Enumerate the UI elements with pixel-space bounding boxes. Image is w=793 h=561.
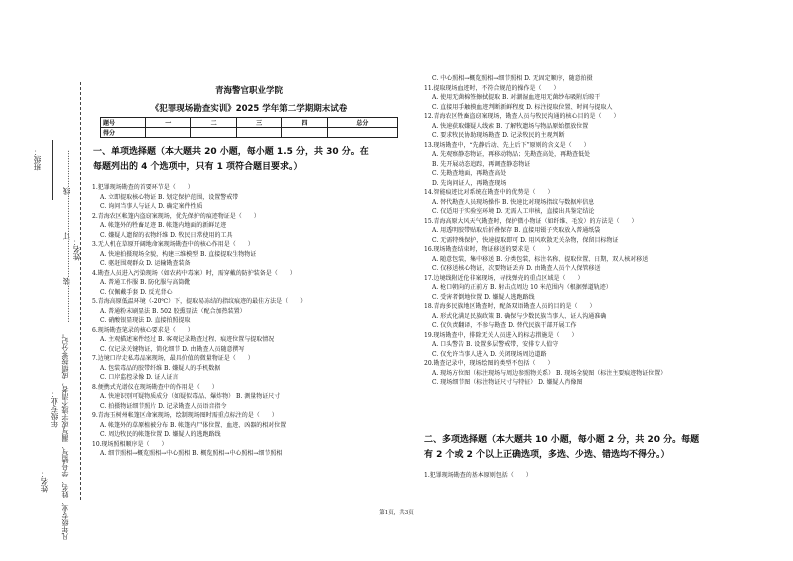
margin-major-label: 年级专业： bbox=[50, 390, 59, 428]
option-line: C. 驱赶围观群众 D. 运输勘查装备 bbox=[100, 260, 191, 267]
question-line: 20.勘查记录中，现场绘图的类型不包括（ ） bbox=[424, 360, 554, 367]
option-line: A. 快速获取嫌疑人线索 B. 了解牧遗场与物品原始摆放位置 bbox=[432, 122, 589, 130]
margin-name-label: 姓名： bbox=[72, 238, 81, 261]
score-cell bbox=[327, 128, 397, 138]
question-line: 17.边境线附近伦非案现场，寻找弹壳的重点区域是（ ） bbox=[424, 274, 584, 282]
option-line: C. 仅记录关键物证，简化细节 D. 由勘查人员随意撰写 bbox=[100, 345, 245, 353]
question-line: 6.现场勘查笔录的核心要求是（ ） bbox=[92, 326, 194, 334]
option-line: A. 形式化满足民族政策 B. 确保与少数民族当事人、证人沟通准确 bbox=[432, 312, 607, 320]
option-line: C. 口岸监控录像 D. 证人证言 bbox=[100, 374, 179, 381]
option-line: C. 仅适用于实验室环境 D. 无需人工审核，直接出具鉴定结论 bbox=[432, 208, 595, 215]
option-line: A. 帐篷外的草原植被分布 B. 帐篷内尸体位置、血迹、凶器的相对位置 bbox=[100, 421, 287, 429]
score-head-4: 四 bbox=[282, 118, 327, 128]
score-table bbox=[100, 117, 398, 138]
option-line: A. 快速拍摄现场全貌，构建三维模型 B. 直接提取生物物证 bbox=[100, 250, 257, 258]
score-cell bbox=[146, 128, 191, 138]
option-line: C. 中心照相→概览照相→细节照相 D. 无固定顺序，随意拍摄 bbox=[432, 75, 593, 82]
option-line: A. 细节照相→概览照相→中心照相 B. 概览照相→中心照相→细节照相 bbox=[100, 450, 283, 457]
question-line: 16.现场勘查结束时，物证移送的要求是（ ） bbox=[424, 246, 554, 253]
question-line: 13.现场勘查中，“先静后动、先上后下”原则的含义是（ ） bbox=[424, 141, 590, 149]
exam-title: 《犯罪现场勘查实训》2025 学年第二学期期末试卷 bbox=[150, 104, 348, 114]
left-question-column bbox=[92, 183, 410, 459]
question-line: 1.犯罪现场勘查的首要环节是（ ） bbox=[92, 184, 194, 191]
option-line: C. 嫌疑人遗留的衣物纤维 D. 牧民日常使用的工具 bbox=[100, 231, 233, 239]
option-line: B. 先开展动态追踪，再调查静态物证 bbox=[432, 160, 531, 168]
question-line: 7.边境口岸走私毒品案现场，最具价值的微量物证是（ ） bbox=[92, 355, 254, 362]
question-line: 1.犯罪现场勘查的基本原则包括（ ） bbox=[424, 472, 532, 479]
score-head-3: 三 bbox=[236, 118, 281, 128]
option-line: A. 普通粉末刷显法 B. 502 胶熏显法（配合加热装置） bbox=[100, 307, 246, 315]
question-line: 18.青海多民族地区勘查时，配备双语勘查人员的目的是（ ） bbox=[424, 303, 596, 310]
option-line: A. 立即提取核心物证 B. 划定保护范围，设置警戒带 bbox=[100, 193, 239, 201]
score-head-total: 总分 bbox=[327, 118, 397, 128]
score-cell bbox=[236, 128, 281, 138]
question-line: 10.现场照相顺序是（ ） bbox=[92, 440, 168, 448]
section2-line1: 二、多项选择题（本大题共 10 小题，每小题 2 分，共 20 分。每题 bbox=[424, 435, 700, 445]
option-line: C. 仅负责翻译，不参与勘查 D. 替代民族干部开展工作 bbox=[432, 322, 577, 329]
option-line: C. 询问当事人与证人 D. 确定案件性质 bbox=[100, 203, 203, 210]
option-line: A. 普通工作服 B. 防化服与高筒靴 bbox=[100, 279, 191, 286]
score-head-1: 一 bbox=[146, 118, 191, 128]
margin-notice-1: ……………装……………订……………线…………… bbox=[62, 150, 71, 323]
option-line: C. 仅移送核心物证，次要物证丢弃 D. 由勘查人员个人保管移送 bbox=[432, 265, 601, 272]
question-line: 4.勘查人员进入污染现场（如农药中毒案）时，需穿戴的防护装备是（ ） bbox=[92, 269, 296, 277]
section2-line2: 有 2 个或 2 个以上正确选项，多选、少选、错选均不得分。） bbox=[424, 450, 670, 460]
section1-heading bbox=[93, 145, 369, 175]
option-line: C. 仅允许当事人进入 D. 关闭现场周边道路 bbox=[432, 350, 547, 358]
option-line: C. 无需特殊保护，快速提取即可 D. 用风吹散无关杂物，保留目标物证 bbox=[432, 236, 619, 244]
score-cell bbox=[282, 128, 327, 138]
option-line: C. 要求牧民协助现场勘查 D. 记录牧民的主观判断 bbox=[432, 132, 565, 139]
question-line: 15.青海高原大风天气勘查时，保护微小物证（如纤维、毛发）的方法是（ ） bbox=[424, 217, 638, 225]
margin-class-label: 班级： bbox=[33, 148, 42, 171]
question-line: 9.青海玉树州帐篷区命案现场，绘制现场图时需重点标注的是（ ） bbox=[92, 412, 278, 419]
right-question-column bbox=[424, 74, 764, 388]
option-line: A. 帐篷外的牲畜足迹 B. 帐篷内地面的新鲜足迹 bbox=[100, 222, 227, 229]
question-line: 14.智能痕迹比对系统在勘查中的优势是（ ） bbox=[424, 189, 554, 196]
question-line: 5.青海高原低温环境（-20℃）下，提取易冻结的指纹痕迹的最佳方法是（ ） bbox=[92, 298, 307, 305]
option-line: A. 随意包装，集中移送 B. 分类包装，标注名称、提取位置、日期，双人核对移送 bbox=[432, 255, 649, 263]
option-line: C. 拍摄物证细节照片 D. 记录勘查人员语音指令 bbox=[100, 402, 227, 410]
school-name: 青海警官职业学院 bbox=[214, 86, 283, 96]
option-line: A. 先观察静态物证，再移动物品；先勘查高处，再勘查低处 bbox=[432, 151, 591, 158]
option-line: A. 枪口朝向的正前方 B. 射击点周边 10 米范围内（根据弹道轨迹） bbox=[432, 284, 612, 291]
question-line: 19.现场勘查中，排除无关人员进入的标志措施是（ ） bbox=[424, 331, 578, 339]
margin-underline bbox=[52, 140, 53, 200]
option-line: A. 快速识别可疑物质成分（如疑似毒品、爆炸物） B. 测量物证尺寸 bbox=[100, 393, 281, 400]
option-line: C. 周边牧民的帐篷位置 D. 嫌疑人的逃跑路线 bbox=[100, 431, 221, 438]
option-line: C. 先勘查地面，再勘查高处 bbox=[432, 170, 507, 177]
question-line: 12.青海农区牲畜盗窃案现场，勘查人员与牧民沟通的核心目的是（ ） bbox=[424, 113, 620, 120]
option-line: A. 包装毒品的胶带纤维 B. 嫌疑人的手机数据 bbox=[100, 364, 221, 372]
option-line: D. 先询问证人，再勘查现场 bbox=[432, 179, 507, 187]
option-line: A. 口头警告 B. 设置多层警戒带，安排专人值守 bbox=[432, 341, 559, 348]
option-line: C. 硝酸银显现法 D. 直接拍照提取 bbox=[100, 317, 191, 324]
question-line: 2.青海农区帐篷内盗窃案现场，优先保护的痕迹物证是（ ） bbox=[92, 212, 260, 220]
option-line: C. 受害者倒地位置 D. 嫌疑人逃跑路线 bbox=[432, 293, 535, 301]
margin-name-label-2: 姓名： bbox=[40, 470, 49, 493]
score-row-label: 得分 bbox=[101, 128, 146, 138]
score-cell bbox=[191, 128, 236, 138]
score-head-2: 二 bbox=[191, 118, 236, 128]
question-line: 11.提取现场血迹时，不符合规范的操作是（ ） bbox=[424, 84, 560, 92]
option-line: A. 使用无菌棉签擦拭提取 B. 对潮湿血迹用无菌纱布吸附后晾干 bbox=[432, 94, 601, 101]
page-number: 第1页，共3页 bbox=[379, 510, 414, 516]
margin-notice-3: 凡年级专业、姓名、学号错写、漏写或字迹不清者，成绩按零分记。 bbox=[61, 330, 69, 540]
option-line: C. 现场细节图（标注物证尺寸与特征） D. 嫌疑人肖像图 bbox=[432, 379, 583, 386]
option-line: A. 替代勘查人员现场操作 B. 快速比对现场指纹与数据库信息 bbox=[432, 198, 595, 206]
section2-heading bbox=[424, 433, 699, 463]
section1-line1: 一、单项选择题（本大题共 20 小题，每小题 1.5 分，共 30 分。在 bbox=[93, 147, 369, 157]
option-line: A. 现场方位图（标注现场与周边参照物关系） B. 现场全貌图（标注主要痕迹物证位置） bbox=[432, 369, 667, 377]
option-line: C. 直接用手触摸血迹判断新鲜程度 D. 标注提取位置、时间与提取人 bbox=[432, 103, 613, 111]
section1-line2: 每题列出的 4 个选项中，只有 1 项符合题目要求。） bbox=[93, 162, 303, 172]
score-head-label: 题号 bbox=[101, 118, 146, 128]
binding-line bbox=[80, 82, 81, 500]
question-line: 3.无人机在草原开阔地命案现场勘查中的核心作用是（ ） bbox=[92, 241, 254, 248]
option-line: A. 用透明胶带贴取后折叠保存 B. 直接用镊子夹取放入普通纸袋 bbox=[432, 227, 601, 234]
option-line: A. 主观描述案件经过 B. 客观记录勘查过程、痕迹位置与提取情况 bbox=[100, 336, 275, 343]
section2-question bbox=[424, 471, 532, 481]
option-line: C. 仅佩戴手套 D. 反光背心 bbox=[100, 288, 173, 296]
question-line: 8.便携式光谱仪在现场勘查中的作用是（ ） bbox=[92, 383, 218, 391]
